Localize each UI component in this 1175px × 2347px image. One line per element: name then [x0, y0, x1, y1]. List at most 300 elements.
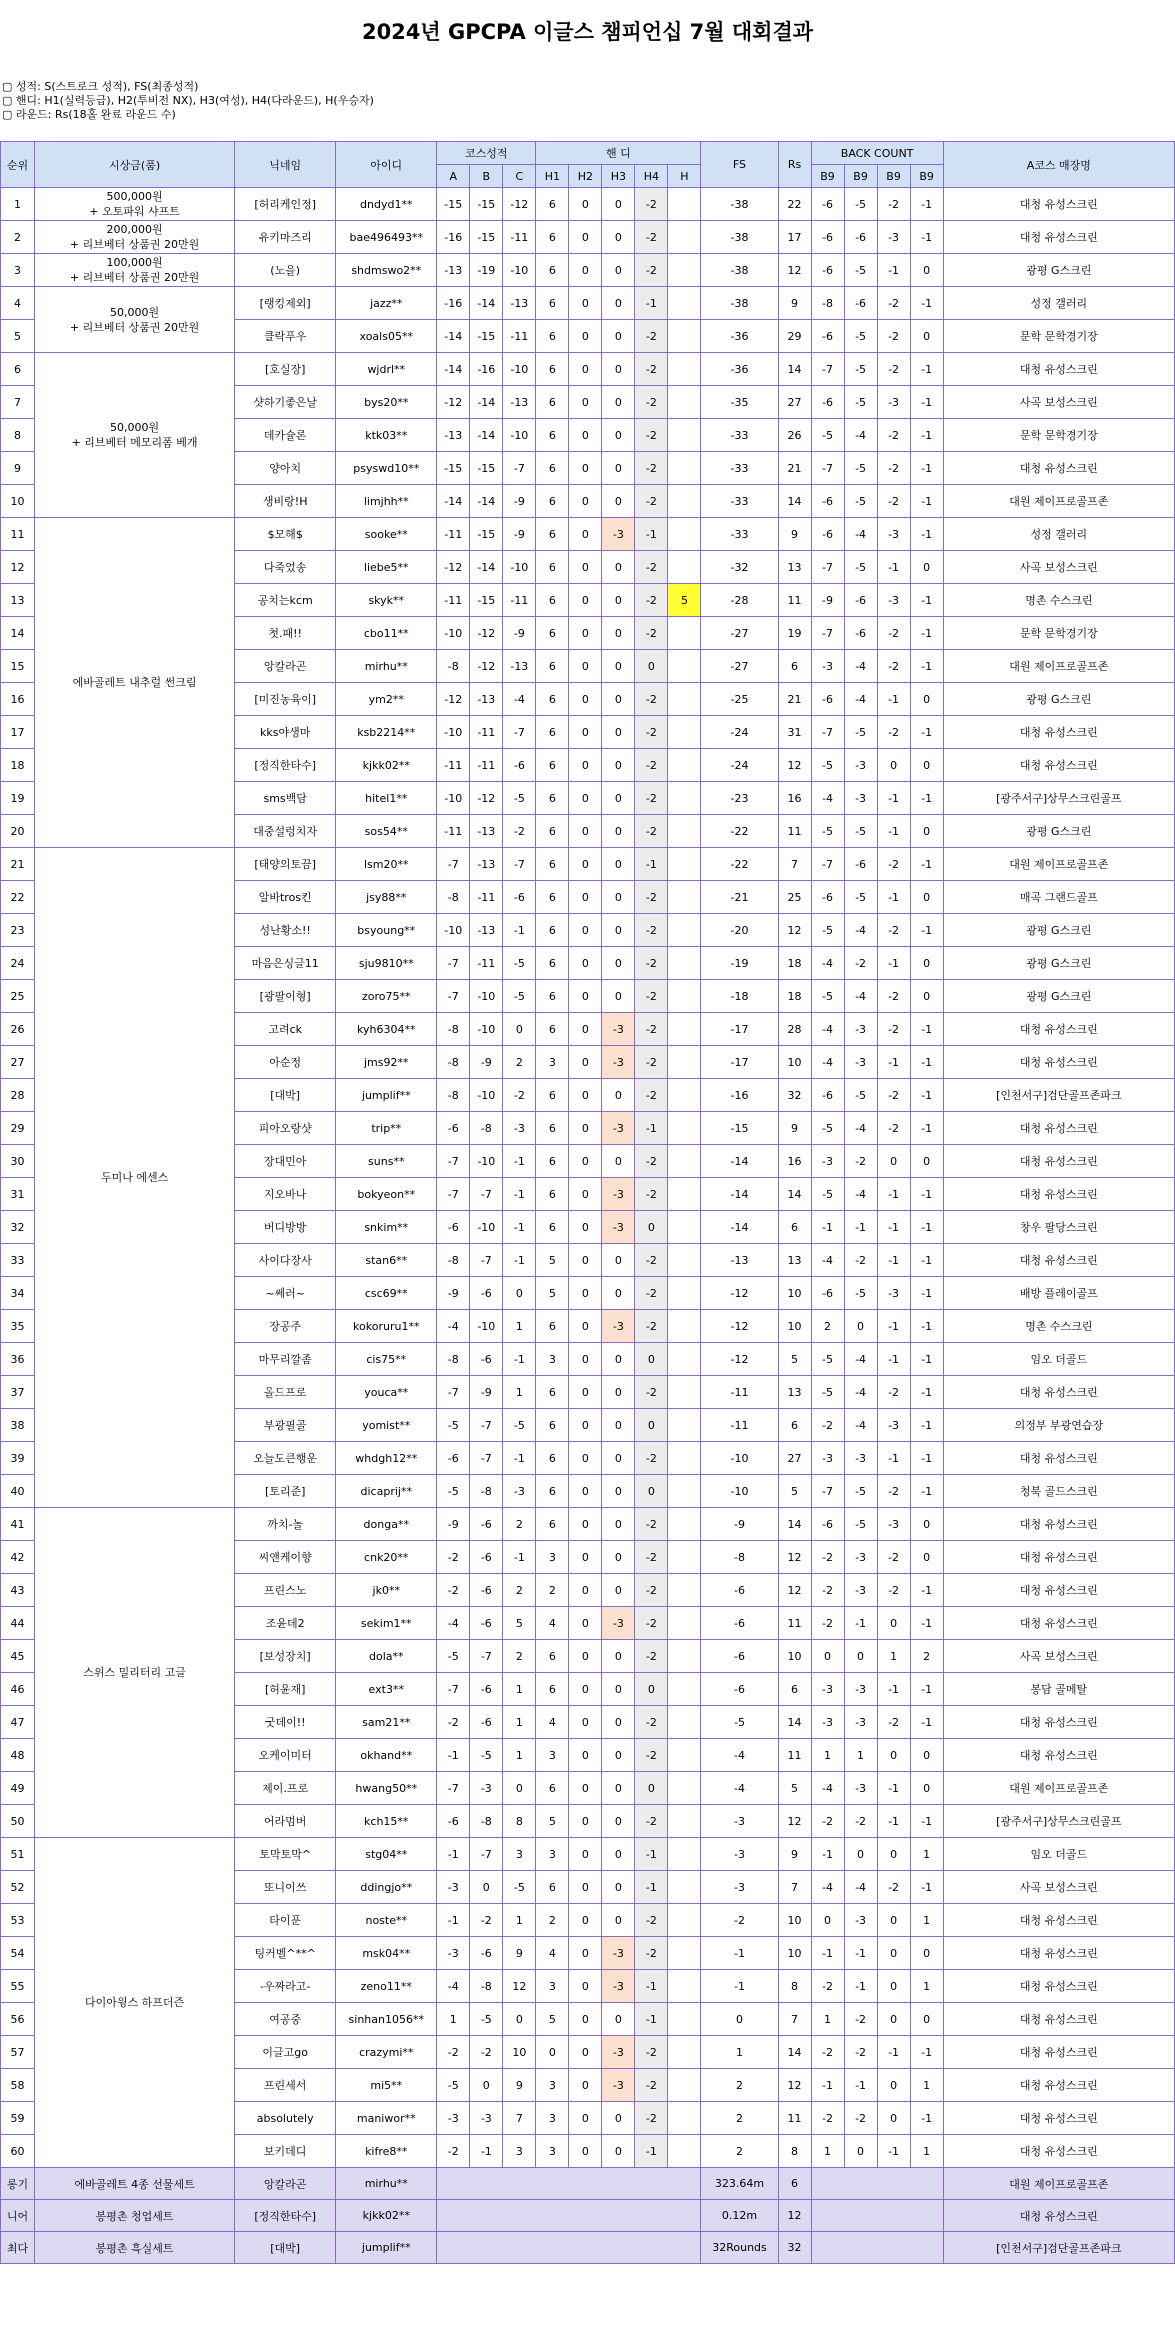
fs-cell: -6 [701, 1607, 778, 1640]
h-cell [668, 1607, 701, 1640]
course-a-cell: -1 [437, 1904, 470, 1937]
course-a-cell: -3 [437, 1871, 470, 1904]
course-a-cell: -10 [437, 716, 470, 749]
b9-cell: -2 [877, 485, 910, 518]
store-cell: 문학 문학경기장 [943, 320, 1174, 353]
course-a-cell: -5 [437, 1475, 470, 1508]
course-a-cell: -3 [437, 2102, 470, 2135]
b9-cell: 0 [910, 749, 943, 782]
course-b-cell: -13 [470, 683, 503, 716]
rank-cell: 26 [1, 1013, 35, 1046]
h1-cell: 5 [536, 1277, 569, 1310]
header-prize: 시상금(품) [35, 142, 235, 188]
rank-cell: 36 [1, 1343, 35, 1376]
rank-cell: 39 [1, 1442, 35, 1475]
b9-cell: -1 [811, 1211, 844, 1244]
b9-cell: 0 [877, 1904, 910, 1937]
course-c-cell: -13 [503, 650, 536, 683]
nickname-cell: 올드프로 [235, 1376, 336, 1409]
b9-cell: -4 [844, 518, 877, 551]
nickname-cell: [대박] [235, 2232, 336, 2264]
h2-cell: 0 [569, 980, 602, 1013]
h3-cell: -3 [602, 1607, 635, 1640]
id-cell: msk04** [336, 1937, 437, 1970]
h-cell [668, 386, 701, 419]
table-row [1, 1838, 1175, 1871]
b9-cell: -3 [844, 1706, 877, 1739]
nickname-cell: 앙칼라곤 [235, 650, 336, 683]
rs-cell: 18 [778, 980, 811, 1013]
b9-cell: -7 [811, 452, 844, 485]
nickname-cell: [허윤재] [235, 1673, 336, 1706]
h2-cell: 0 [569, 1706, 602, 1739]
h1-cell: 6 [536, 1475, 569, 1508]
rs-cell: 22 [778, 188, 811, 221]
b9-cell: -3 [877, 518, 910, 551]
course-a-cell: -14 [437, 485, 470, 518]
h4-cell: -1 [635, 848, 668, 881]
store-cell: 문학 문학경기장 [943, 419, 1174, 452]
rank-cell: 19 [1, 782, 35, 815]
rs-cell: 21 [778, 452, 811, 485]
fs-cell: -9 [701, 1508, 778, 1541]
b9-cell: -5 [811, 980, 844, 1013]
h1-cell: 3 [536, 1739, 569, 1772]
b9-cell: -5 [811, 1376, 844, 1409]
course-c-cell: -5 [503, 947, 536, 980]
course-b-cell: -10 [470, 980, 503, 1013]
h4-cell: -2 [635, 254, 668, 287]
b9-cell: 1 [910, 1838, 943, 1871]
id-cell: okhand** [336, 1739, 437, 1772]
rs-cell: 12 [778, 2069, 811, 2102]
h4-cell: -1 [635, 2135, 668, 2168]
h4-cell: -2 [635, 353, 668, 386]
h1-cell: 6 [536, 551, 569, 584]
nickname-cell: 사이다장사 [235, 1244, 336, 1277]
h3-cell: 0 [602, 485, 635, 518]
b9-cell: -1 [877, 881, 910, 914]
rank-cell: 13 [1, 584, 35, 617]
course-b-cell: -15 [470, 188, 503, 221]
fs-cell: -13 [701, 1244, 778, 1277]
h4-cell: -2 [635, 221, 668, 254]
id-cell: kch15** [336, 1805, 437, 1838]
h-cell [668, 815, 701, 848]
id-cell: bys20** [336, 386, 437, 419]
h-cell [668, 2135, 701, 2168]
h1-cell: 6 [536, 452, 569, 485]
h2-cell: 0 [569, 1409, 602, 1442]
course-a-cell: -7 [437, 1178, 470, 1211]
course-c-cell: 0 [503, 1277, 536, 1310]
rs-cell: 27 [778, 1442, 811, 1475]
fs-cell: -8 [701, 1541, 778, 1574]
course-b-cell: -15 [470, 221, 503, 254]
id-cell: cnk20** [336, 1541, 437, 1574]
h-cell [668, 1937, 701, 1970]
store-cell: 대청 유성스크린 [943, 353, 1174, 386]
h-cell [668, 1112, 701, 1145]
h1-cell: 6 [536, 485, 569, 518]
course-a-cell: -9 [437, 1508, 470, 1541]
rank-cell: 40 [1, 1475, 35, 1508]
h-cell [668, 1178, 701, 1211]
h3-cell: 0 [602, 1244, 635, 1277]
b9-cell: 0 [877, 1607, 910, 1640]
fs-cell: -20 [701, 914, 778, 947]
course-a-cell: -15 [437, 452, 470, 485]
rank-cell: 15 [1, 650, 35, 683]
rs-cell: 12 [778, 749, 811, 782]
h3-cell: -3 [602, 1211, 635, 1244]
h4-cell: -1 [635, 1871, 668, 1904]
h4-cell: 0 [635, 650, 668, 683]
special-award-row [1, 2200, 1175, 2232]
store-cell: 봉담 골메탈 [943, 1673, 1174, 1706]
store-cell: 대원 제이프로골프존 [943, 485, 1174, 518]
h-cell [668, 1409, 701, 1442]
b9-cell: -1 [910, 617, 943, 650]
fs-cell: -38 [701, 221, 778, 254]
id-cell: bae496493** [336, 221, 437, 254]
h4-cell: -2 [635, 2036, 668, 2069]
course-b-cell: -14 [470, 386, 503, 419]
b9-cell: -5 [844, 551, 877, 584]
fs-cell: -6 [701, 1574, 778, 1607]
b9-cell: -3 [877, 1508, 910, 1541]
h4-cell: -2 [635, 188, 668, 221]
course-c-cell: -1 [503, 1343, 536, 1376]
h2-cell: 0 [569, 1541, 602, 1574]
course-b-cell: -6 [470, 1937, 503, 1970]
fs-cell: -18 [701, 980, 778, 1013]
b9-cell: -3 [844, 1574, 877, 1607]
blank-cell [811, 2232, 943, 2264]
h2-cell: 0 [569, 1145, 602, 1178]
nickname-cell: 까치-놀 [235, 1508, 336, 1541]
b9-cell: -2 [877, 1013, 910, 1046]
table-row [1, 287, 1175, 320]
nickname-cell: kks야생마 [235, 716, 336, 749]
course-b-cell: -6 [470, 1508, 503, 1541]
b9-cell: -1 [910, 1607, 943, 1640]
fs-cell: -17 [701, 1046, 778, 1079]
b9-cell: -1 [910, 1442, 943, 1475]
rank-cell: 21 [1, 848, 35, 881]
h3-cell: 0 [602, 287, 635, 320]
b9-cell: -1 [844, 1937, 877, 1970]
header-course-score: 코스성적 [437, 142, 536, 165]
table-row [1, 848, 1175, 881]
rank-cell: 54 [1, 1937, 35, 1970]
b9-cell: 1 [844, 1739, 877, 1772]
h-cell [668, 2036, 701, 2069]
h3-cell: 0 [602, 1574, 635, 1607]
h-cell [668, 716, 701, 749]
rank-cell: 6 [1, 353, 35, 386]
id-cell: psyswd10** [336, 452, 437, 485]
b9-cell: 2 [910, 1640, 943, 1673]
b9-cell: -2 [844, 1244, 877, 1277]
id-cell: bokyeon** [336, 1178, 437, 1211]
store-cell: [광주서구]상무스크린골프 [943, 782, 1174, 815]
course-a-cell: -1 [437, 1838, 470, 1871]
h4-cell: -2 [635, 815, 668, 848]
b9-cell: -4 [811, 1871, 844, 1904]
h-cell [668, 1541, 701, 1574]
id-cell: zoro75** [336, 980, 437, 1013]
fs-cell: 2 [701, 2069, 778, 2102]
store-cell: [광주서구]상무스크린골프 [943, 1805, 1174, 1838]
b9-cell: -2 [877, 320, 910, 353]
store-cell: 임오 더골드 [943, 1343, 1174, 1376]
b9-cell: 2 [811, 1310, 844, 1343]
course-a-cell: -5 [437, 2069, 470, 2102]
course-c-cell: 5 [503, 1607, 536, 1640]
rs-cell: 12 [778, 254, 811, 287]
h4-cell: 0 [635, 1211, 668, 1244]
store-cell: 대청 유성스크린 [943, 1145, 1174, 1178]
h3-cell: 0 [602, 1079, 635, 1112]
fs-cell: -10 [701, 1475, 778, 1508]
b9-cell: -3 [844, 1442, 877, 1475]
h2-cell: 0 [569, 881, 602, 914]
b9-cell: -1 [910, 848, 943, 881]
h1-cell: 5 [536, 1805, 569, 1838]
id-cell: ext3** [336, 1673, 437, 1706]
course-a-cell: -1 [437, 1739, 470, 1772]
course-a-cell: -11 [437, 518, 470, 551]
h3-cell: 0 [602, 1508, 635, 1541]
award-label-cell: 롱기 [1, 2168, 35, 2200]
rs-cell: 7 [778, 848, 811, 881]
h3-cell: 0 [602, 2003, 635, 2036]
b9-cell: -1 [877, 1772, 910, 1805]
rs-cell: 8 [778, 2135, 811, 2168]
course-a-cell: -8 [437, 881, 470, 914]
course-c-cell: -10 [503, 254, 536, 287]
nickname-cell: sms백담 [235, 782, 336, 815]
nickname-cell: absolutely [235, 2102, 336, 2135]
b9-cell: -6 [811, 188, 844, 221]
b9-cell: -1 [811, 1838, 844, 1871]
rank-cell: 53 [1, 1904, 35, 1937]
h2-cell: 0 [569, 320, 602, 353]
id-cell: jazz** [336, 287, 437, 320]
b9-cell: -2 [877, 1574, 910, 1607]
store-cell: 광평 G스크린 [943, 914, 1174, 947]
nickname-cell: 대중설렁치자 [235, 815, 336, 848]
course-c-cell: 0 [503, 1013, 536, 1046]
id-cell: kokoruru1** [336, 1310, 437, 1343]
b9-cell: -4 [844, 1409, 877, 1442]
h-cell [668, 1574, 701, 1607]
h2-cell: 0 [569, 2036, 602, 2069]
course-b-cell: -12 [470, 782, 503, 815]
course-b-cell: 0 [470, 2069, 503, 2102]
rank-cell: 43 [1, 1574, 35, 1607]
rs-cell: 16 [778, 1145, 811, 1178]
h3-cell: 0 [602, 1343, 635, 1376]
b9-cell: -6 [844, 617, 877, 650]
b9-cell: -2 [811, 2102, 844, 2135]
h3-cell: 0 [602, 1541, 635, 1574]
rs-cell: 12 [778, 1574, 811, 1607]
store-cell: 대청 유성스크린 [943, 1442, 1174, 1475]
h2-cell: 0 [569, 1607, 602, 1640]
id-cell: stg04** [336, 1838, 437, 1871]
rank-cell: 57 [1, 2036, 35, 2069]
h1-cell: 6 [536, 1673, 569, 1706]
b9-cell: -4 [844, 1376, 877, 1409]
b9-cell: -1 [910, 1310, 943, 1343]
b9-cell: -3 [811, 1442, 844, 1475]
course-c-cell: 3 [503, 2135, 536, 2168]
id-cell: hitel1** [336, 782, 437, 815]
fs-cell: -3 [701, 1805, 778, 1838]
course-a-cell: -8 [437, 1079, 470, 1112]
b9-cell: -3 [877, 221, 910, 254]
h4-cell: -2 [635, 716, 668, 749]
blank-cell [437, 2232, 701, 2264]
h3-cell: 0 [602, 2102, 635, 2135]
id-cell: mirhu** [336, 2168, 437, 2200]
id-cell: whdgh12** [336, 1442, 437, 1475]
h3-cell: -3 [602, 1046, 635, 1079]
h4-cell: -2 [635, 2069, 668, 2102]
rank-cell: 46 [1, 1673, 35, 1706]
rs-cell: 10 [778, 1904, 811, 1937]
b9-cell: 0 [844, 1310, 877, 1343]
h1-cell: 6 [536, 815, 569, 848]
nickname-cell: 여공중 [235, 2003, 336, 2036]
h1-cell: 6 [536, 749, 569, 782]
nickname-cell: 프린세서 [235, 2069, 336, 2102]
b9-cell: 1 [811, 1739, 844, 1772]
rs-cell: 7 [778, 1871, 811, 1904]
h2-cell: 0 [569, 617, 602, 650]
rank-cell: 8 [1, 419, 35, 452]
b9-cell: -3 [844, 782, 877, 815]
course-c-cell: -1 [503, 1211, 536, 1244]
fs-cell: -19 [701, 947, 778, 980]
nickname-cell: 공치는kcm [235, 584, 336, 617]
b9-cell: -5 [844, 716, 877, 749]
results-table [0, 141, 1175, 2264]
nickname-cell: 아순정 [235, 1046, 336, 1079]
h3-cell: 0 [602, 782, 635, 815]
nickname-cell: 오케이미터 [235, 1739, 336, 1772]
course-b-cell: -6 [470, 1607, 503, 1640]
nickname-cell: [미진농육이] [235, 683, 336, 716]
rs-cell: 7 [778, 2003, 811, 2036]
h-cell [668, 683, 701, 716]
h1-cell: 6 [536, 1409, 569, 1442]
h1-cell: 6 [536, 1442, 569, 1475]
b9-cell: 0 [910, 1772, 943, 1805]
b9-cell: -7 [811, 1475, 844, 1508]
h4-cell: 0 [635, 1475, 668, 1508]
rank-cell: 7 [1, 386, 35, 419]
rs-cell: 11 [778, 815, 811, 848]
store-cell: 대청 유성스크린 [943, 2003, 1174, 2036]
h2-cell: 0 [569, 1574, 602, 1607]
rs-cell: 14 [778, 2036, 811, 2069]
course-a-cell: -13 [437, 419, 470, 452]
h4-cell: -2 [635, 1376, 668, 1409]
legend-line-handicap: ▢ 핸디: H1(실력등급), H2(투비전 NX), H3(여성), H4(다라운드), H(우승자) [2, 94, 374, 108]
b9-cell: 0 [910, 254, 943, 287]
course-b-cell: -3 [470, 1772, 503, 1805]
course-c-cell: -7 [503, 848, 536, 881]
h3-cell: 0 [602, 617, 635, 650]
h1-cell: 3 [536, 1046, 569, 1079]
course-b-cell: -8 [470, 1475, 503, 1508]
id-cell: youca** [336, 1376, 437, 1409]
store-cell: 사곡 보성스크린 [943, 1871, 1174, 1904]
fs-cell: 0 [701, 2003, 778, 2036]
h2-cell: 0 [569, 2102, 602, 2135]
h3-cell: 0 [602, 1706, 635, 1739]
course-c-cell: -7 [503, 716, 536, 749]
b9-cell: -1 [877, 1244, 910, 1277]
h3-cell: 0 [602, 419, 635, 452]
rs-cell: 25 [778, 881, 811, 914]
rank-cell: 27 [1, 1046, 35, 1079]
rs-cell: 11 [778, 1607, 811, 1640]
h2-cell: 0 [569, 1640, 602, 1673]
h2-cell: 0 [569, 1046, 602, 1079]
course-a-cell: -16 [437, 287, 470, 320]
h4-cell: -2 [635, 1640, 668, 1673]
nickname-cell: 다죽었송 [235, 551, 336, 584]
h2-cell: 0 [569, 551, 602, 584]
course-c-cell: -10 [503, 551, 536, 584]
table-row [1, 254, 1175, 287]
course-b-cell: -8 [470, 1805, 503, 1838]
course-a-cell: -7 [437, 1376, 470, 1409]
b9-cell: -6 [844, 584, 877, 617]
h4-cell: -2 [635, 1046, 668, 1079]
b9-cell: -1 [877, 2135, 910, 2168]
b9-cell: -4 [811, 1244, 844, 1277]
results-body [1, 188, 1175, 2264]
course-a-cell: -7 [437, 848, 470, 881]
b9-cell: -5 [844, 1079, 877, 1112]
h1-cell: 6 [536, 1871, 569, 1904]
h3-cell: 0 [602, 1442, 635, 1475]
course-a-cell: -6 [437, 1211, 470, 1244]
header-nickname: 닉네임 [235, 142, 336, 188]
course-c-cell: -1 [503, 1244, 536, 1277]
header-course-c: C [503, 165, 536, 188]
store-cell: 대청 유성스크린 [943, 1970, 1174, 2003]
nickname-cell: [허리케인정] [235, 188, 336, 221]
course-c-cell: -5 [503, 782, 536, 815]
store-cell: 대청 유성스크린 [943, 1541, 1174, 1574]
course-b-cell: 0 [470, 1871, 503, 1904]
h4-cell: -2 [635, 419, 668, 452]
course-b-cell: -5 [470, 2003, 503, 2036]
b9-cell: -4 [844, 1343, 877, 1376]
rank-cell: 9 [1, 452, 35, 485]
id-cell: ksb2214** [336, 716, 437, 749]
course-c-cell: -9 [503, 518, 536, 551]
b9-cell: -1 [910, 518, 943, 551]
h1-cell: 6 [536, 419, 569, 452]
b9-cell: 0 [877, 1838, 910, 1871]
